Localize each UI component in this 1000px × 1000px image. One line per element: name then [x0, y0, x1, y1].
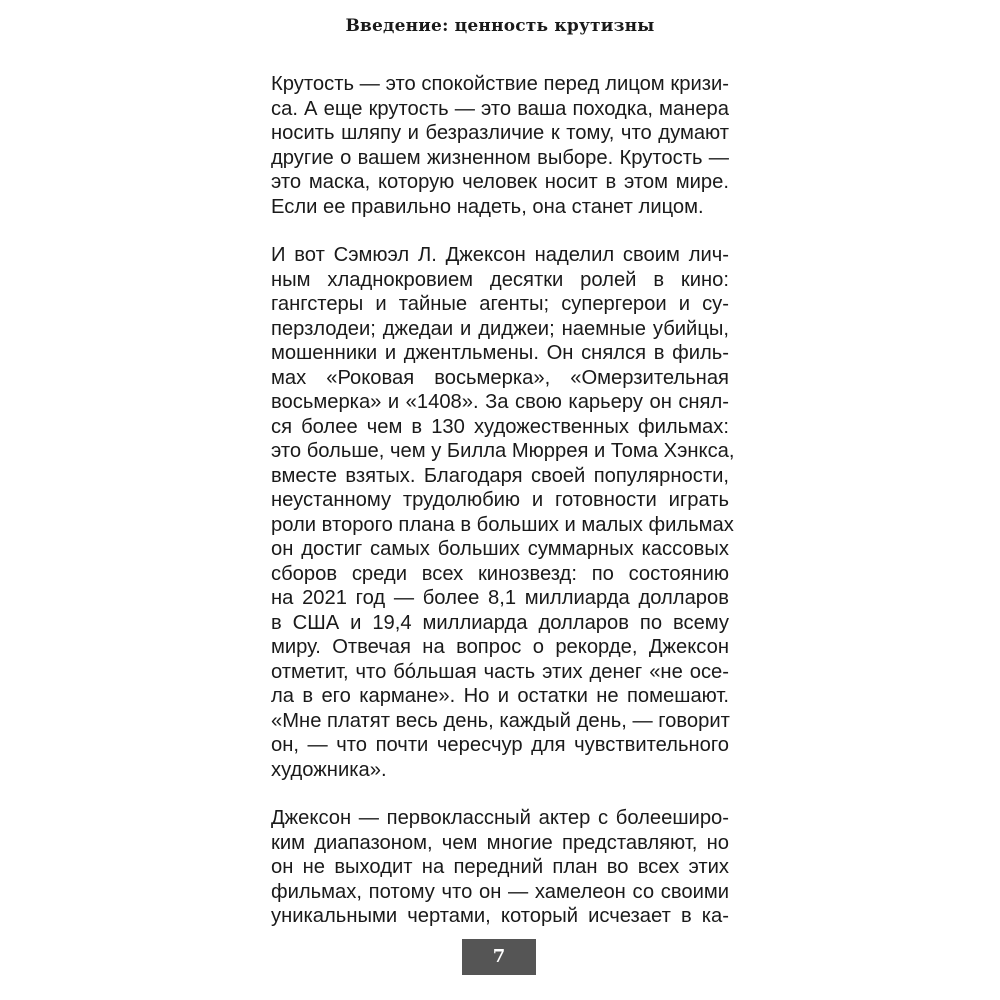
text-line: это больше, чем у Билла Мюррея и Тома Хэнкса,	[271, 440, 735, 462]
text-line: роли второго плана в больших и малых фильмах	[271, 513, 734, 536]
text-line: восьмерка» и «1408». За свою карьеру он снял-	[271, 391, 729, 413]
paragraph	[271, 243, 735, 782]
paragraph-gap	[271, 782, 729, 806]
text-line: носить шляпу и безразличие к тому, что думают	[271, 122, 729, 144]
text-line: фильмах, потому что он — хамелеон со своими	[271, 880, 729, 903]
text-line: он, — что почти чересчур для чувствительного	[271, 734, 729, 756]
text-line: Если ее правильно надеть, она станет лицом.	[271, 195, 704, 218]
text-line: мошенники и джентльмены. Он снялся в филь-	[271, 342, 729, 364]
page-number: 7	[462, 939, 536, 975]
running-title: Введение: ценность крутизны	[345, 16, 655, 36]
text-line: гангстеры и тайные агенты; супергерои и су-	[271, 293, 729, 315]
text-line: мах «Роковая восьмерка», «Омерзительная	[271, 366, 729, 389]
text-line: ла в его кармане». Но и остатки не помешают.	[271, 685, 729, 707]
text-line: И вот Сэмюэл Л. Джексон наделил своим лич-	[271, 244, 729, 266]
text-line: миру. Отвечая на вопрос о рекорде, Джексон	[271, 636, 729, 658]
paragraph-gap	[271, 219, 729, 243]
text-line: художника».	[271, 758, 387, 781]
text-line: это маска, которую человек носит в этом мире.	[271, 171, 729, 193]
text-line: в США и 19,4 миллиарда долларов по всему	[271, 611, 729, 634]
text-line: уникальными чертами, который исчезает в ка-	[271, 905, 729, 927]
text-line: отметит, что бóльшая часть этих денег «не осе-	[271, 660, 729, 683]
text-line: «Мне платят весь день, каждый день, — говорит	[271, 709, 730, 732]
text-line: другие о вашем жизненном выборе. Крутость —	[271, 146, 729, 169]
text-line: вместе взятых. Благодаря своей популярности,	[271, 464, 729, 487]
body-text	[271, 72, 735, 929]
text-line: он достиг самых больших суммарных кассовых	[271, 538, 729, 560]
text-line: неустанному трудолюбию и готовности играть	[271, 489, 729, 511]
text-line: ким диапазоном, чем многие представляют, но	[271, 831, 729, 854]
text-line: перзлодеи; джедаи и диджеи; наемные убийцы,	[271, 317, 729, 340]
text-line: ся более чем в 130 художественных фильмах:	[271, 415, 729, 438]
text-line: сборов среди всех кинозвезд: по состоянию	[271, 562, 729, 585]
text-line: Крутость — это спокойствие перед лицом кризи-	[271, 73, 729, 95]
text-line: на 2021 год — более 8,1 миллиарда долларов	[271, 587, 729, 609]
text-line: са. А еще крутость — это ваша походка, манера	[271, 97, 729, 120]
paragraph	[271, 72, 729, 219]
paragraph	[271, 806, 729, 929]
text-line: Джексон — первоклассный актер с болееширо-	[271, 807, 729, 829]
text-line: он не выходит на передний план во всех этих	[271, 856, 729, 878]
text-line: ным хладнокровием десятки ролей в кино:	[271, 268, 729, 291]
